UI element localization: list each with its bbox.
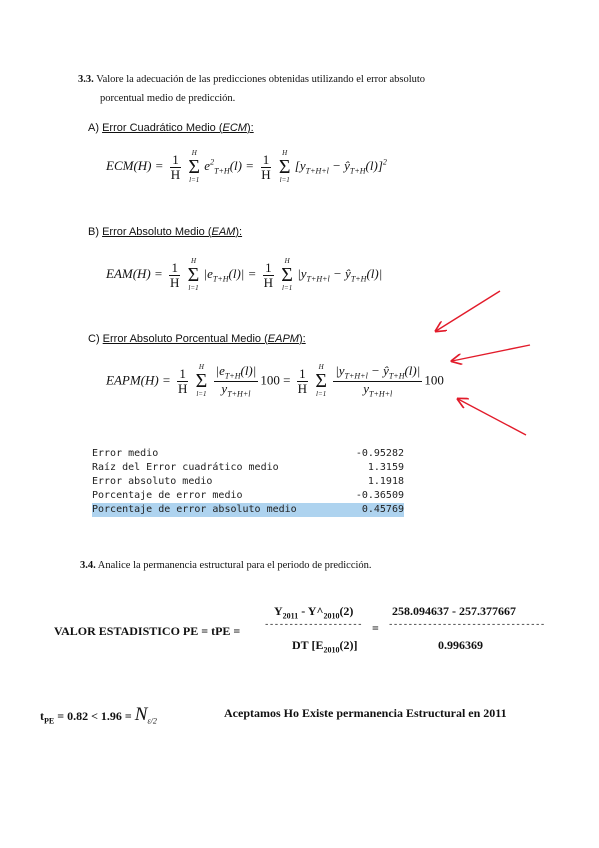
- section-title: Error Absoluto Porcentual Medio (EAPM):: [102, 333, 306, 345]
- question-3-4: [80, 560, 372, 571]
- question-number: 3.3.: [78, 74, 94, 85]
- equals-sign: =: [372, 621, 379, 635]
- section-letter: C): [88, 333, 100, 345]
- section-title: Error Cuadrático Medio (ECM):: [102, 122, 254, 134]
- section-letter: B): [88, 226, 99, 238]
- question-number: 3.4.: [80, 560, 96, 571]
- section-a-heading: [88, 122, 254, 134]
- stats-value: 0.45769: [361, 504, 404, 515]
- fraction-bar-left: --------------------: [264, 620, 363, 630]
- section-c-heading: [88, 333, 306, 345]
- stats-row: [92, 461, 404, 475]
- stats-table: [92, 447, 404, 517]
- stats-label: Porcentaje de error absoluto medio: [92, 504, 297, 515]
- formula-eapm: EAPM(H) = $\frac{1}{H}$ H Σ l=1 $\frac{|e_{T+H}(l)|}{y_{T+H+l}}$ 100 = $\frac{1}{H}$ H Σ l=1 $\frac{|y_{T+H+l} - ŷ_{T+H}(l)|}{y_{T+H+l}}$ 100: [106, 363, 444, 399]
- stats-value: -0.95282: [355, 448, 404, 459]
- arrow-1: [436, 291, 500, 331]
- arrow-3: [458, 399, 526, 435]
- pe-denominator-right: 0.996369: [438, 638, 483, 652]
- formula-eam: EAM(H) = $\frac{1}{H}$ H Σ l=1 $|e_{T+H}(l)|$ = $\frac{1}{H}$ H Σ l=1 $|y_{T+H+l}$ − $ŷ_{T+H}(l)|$: [106, 257, 383, 292]
- question-text-line2: porcentual medio de predicción.: [100, 93, 236, 104]
- stats-label: Raíz del Error cuadrático medio: [92, 462, 279, 473]
- stats-label: Error absoluto medio: [92, 476, 213, 487]
- stats-value: 1.3159: [367, 462, 404, 473]
- conclusion-text: Aceptamos Ho Existe permanencia Estructural en 2011: [224, 706, 507, 720]
- section-letter: A): [88, 122, 99, 134]
- stats-row: [92, 447, 404, 461]
- question-3-3: [78, 70, 518, 108]
- stats-label: Error medio: [92, 448, 159, 459]
- pe-numerator-right: 258.094637 - 257.377667: [392, 604, 516, 618]
- pe-label: VALOR ESTADISTICO PE = tPE =: [54, 624, 241, 638]
- question-text: Analice la permanencia estructural para el periodo de predicción.: [97, 560, 372, 571]
- arrow-2: [452, 345, 530, 361]
- stats-row: [92, 503, 404, 517]
- pe-denominator-left: DT $[E_{2010}(2)]$: [292, 638, 358, 655]
- stats-label: Porcentaje de error medio: [92, 490, 243, 501]
- question-text-line1: Valore la adecuación de las predicciones obtenidas utilizando el error absoluto: [96, 74, 426, 85]
- stats-row: [92, 475, 404, 489]
- stats-value: -0.36509: [355, 490, 404, 501]
- stats-value: 1.1918: [367, 476, 404, 487]
- red-arrows-annotation: [430, 285, 540, 445]
- section-b-heading: [88, 226, 242, 238]
- stats-row: [92, 489, 404, 503]
- formula-ecm: ECM(H) = $\frac{1}{H}$ H Σ l=1 $e^2_{T+H}(l)$ = $\frac{1}{H}$ H Σ l=1 [$y_{T+H+l}$ − $ŷ_{T+H}(l)]^2$: [106, 149, 387, 184]
- fraction-bar-right: --------------------------------: [388, 620, 545, 630]
- section-title: Error Absoluto Medio (EAM):: [102, 226, 243, 238]
- pe-numerator-left: $Y_{2011}$ - $Y\^{}_{2010}(2)$: [274, 604, 354, 621]
- t-statistic: $t_{PE} = 0.82 < 1.96 = N_{\varepsilon/2}$: [40, 704, 157, 726]
